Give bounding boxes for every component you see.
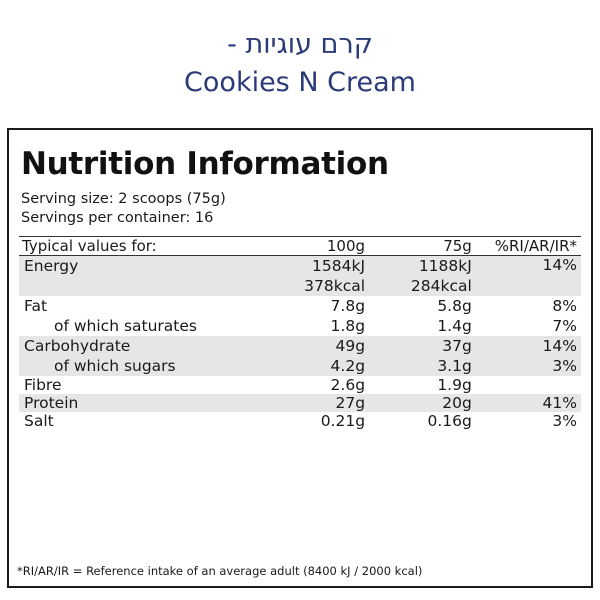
row-value-75g: 20g (373, 394, 480, 412)
row-label (19, 296, 266, 336)
row-label-main: Fat (24, 297, 48, 315)
row-label-sub: of which sugars (54, 357, 176, 375)
table-row (19, 296, 581, 336)
row-value-100g (266, 296, 373, 336)
row-value-ri: 14% (480, 256, 581, 297)
row-value-ri: 41% (480, 394, 581, 412)
row-value-ri-line1: 8% (552, 297, 577, 315)
row-value-100g: 0.21g (320, 412, 366, 430)
row-label: Protein (19, 394, 266, 412)
header-col-ri: %RI/AR/IR* (480, 237, 581, 256)
row-value-100g-line1: 7.8g (330, 297, 366, 315)
row-label: Fibre (24, 376, 62, 394)
panel-heading: Nutrition Information (21, 146, 389, 182)
row-value-100g (266, 336, 373, 376)
row-label: Energy (19, 256, 266, 297)
row-value-100g-line2: 4.2g (330, 357, 366, 375)
table-row (19, 376, 581, 394)
row-value-ri-line2: 7% (552, 317, 577, 335)
row-value-75g (373, 296, 480, 336)
row-value-100g-line2: 1.8g (330, 317, 366, 335)
row-value-75g-line2: 3.1g (437, 357, 472, 375)
table-row (19, 394, 581, 412)
row-value-100g-line2: 378kcal (304, 277, 366, 295)
product-title-hebrew: קרם עוגיות - (227, 29, 373, 60)
row-value-75g: 0.16g (427, 412, 472, 430)
row-value-100g: 2.6g (330, 376, 366, 394)
row-value-75g: 1.9g (437, 376, 472, 394)
row-value-ri (480, 296, 581, 336)
row-value-100g-line1: 1584kJ (312, 257, 366, 275)
row-label-sub: of which saturates (54, 317, 197, 335)
row-value-ri (480, 336, 581, 376)
row-value-75g-line1: 5.8g (437, 297, 472, 315)
reference-intake-footnote: *RI/AR/IR = Reference intake of an average adult (8400 kJ / 2000 kcal) (17, 564, 423, 578)
row-value-ri (480, 376, 581, 394)
nutrition-panel (7, 128, 593, 588)
serving-size-text: Serving size: 2 scoops (75g) (21, 191, 226, 207)
row-value-100g: 27g (266, 394, 373, 412)
row-value-ri: 3% (552, 412, 577, 430)
row-label-main: Carbohydrate (24, 337, 131, 355)
row-label: Salt (24, 412, 54, 430)
row-value-75g (373, 256, 480, 297)
row-value-ri-line2: 3% (552, 357, 577, 375)
product-title-english: Cookies N Cream (184, 67, 416, 98)
row-label (19, 336, 266, 376)
header-col-75g: 75g (373, 237, 480, 256)
servings-per-container-text: Servings per container: 16 (21, 210, 214, 226)
row-value-100g-line1: 49g (335, 337, 366, 355)
row-value-100g (266, 256, 373, 297)
table-row (19, 412, 581, 430)
row-value-75g-line2: 1.4g (437, 317, 472, 335)
table-header-row (19, 237, 581, 256)
table-row (19, 336, 581, 376)
row-value-75g-line2: 284kcal (410, 277, 472, 295)
product-title-block (0, 0, 600, 102)
table-row (19, 256, 581, 297)
row-value-75g-line1: 37g (442, 337, 472, 355)
header-label: Typical values for: (19, 237, 266, 256)
row-value-75g-line1: 1188kJ (418, 257, 472, 275)
row-value-ri-line1: 14% (542, 337, 577, 355)
nutrition-table (19, 236, 581, 430)
row-value-75g (373, 336, 480, 376)
header-col-100g: 100g (266, 237, 373, 256)
